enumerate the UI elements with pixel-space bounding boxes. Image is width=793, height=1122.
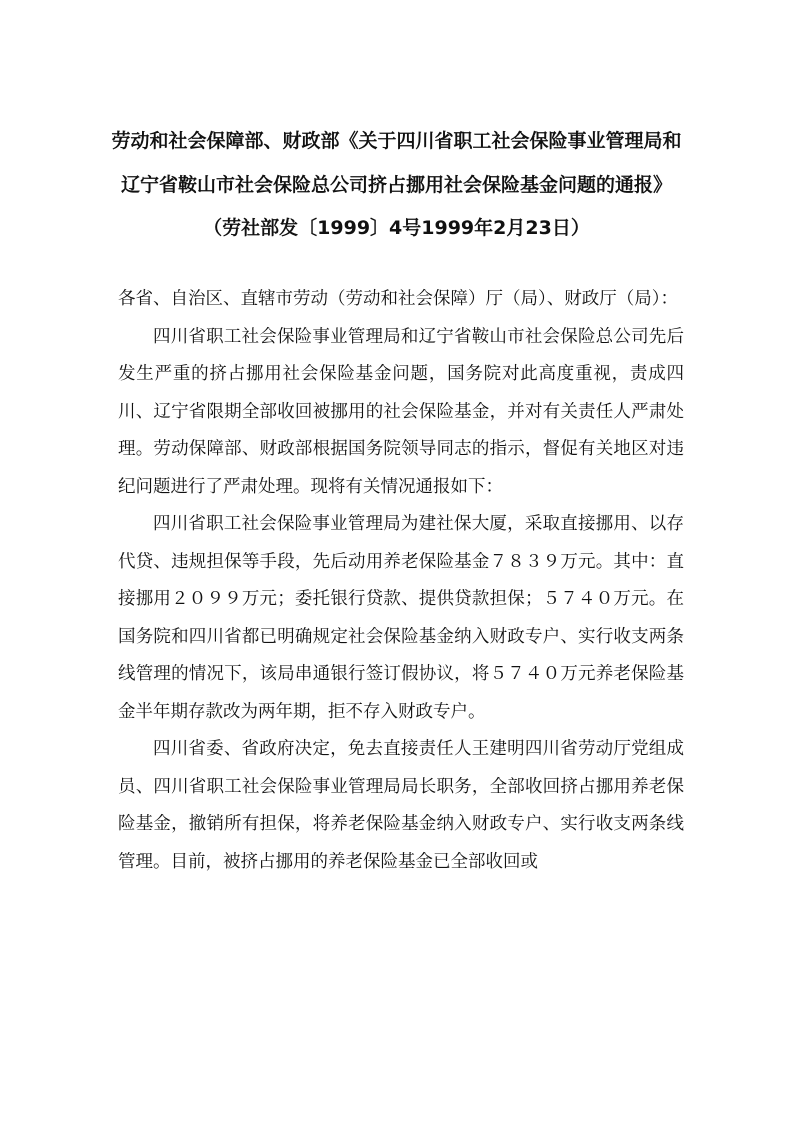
salutation: 各省、自治区、直辖市劳动（劳动和社会保障）厅（局）、财政厅（局）： — [118, 289, 678, 309]
document-title-line-2: 辽宁省鞍山市社会保险总公司挤占挪用社会保险基金问题的通报》 — [120, 174, 672, 196]
document-body — [118, 281, 684, 881]
paragraph: 四川省委、省政府决定，免去直接责任人王建明四川省劳动厅党组成员、四川省职工社会保险事业管理局局长职务，全部收回挤占挪用养老保险基金，撤销所有担保，将养老保险基金纳入财政专户、实行收支两条线管理。目前，被挤占挪用的养老保险基金已全部收回或 — [118, 739, 684, 872]
document-title-line-1: 劳动和社会保障部、财政部《关于四川省职工社会保险事业管理局和 — [111, 130, 682, 152]
paragraph: 四川省职工社会保险事业管理局和辽宁省鞍山市社会保险总公司先后发生严重的挤占挪用社会保险基金问题，国务院对此高度重视，责成四川、辽宁省限期全部收回被挪用的社会保险基金，并对有关责任人严肃处理。劳动保障部、财政部根据国务院领导同志的指示，督促有关地区对违纪问题进行了严肃处理。现将有关情况通报如下： — [118, 326, 684, 497]
document-subtitle: （劳社部发〔1999〕4号1999年2月23日） — [203, 217, 590, 239]
paragraph: 四川省职工社会保险事业管理局为建社保大厦，采取直接挪用、以存代贷、违规担保等手段，先后动用养老保险基金７８３９万元。其中：直接挪用２０９９万元；委托银行贷款、提供贷款担保；５７４０万元。在国务院和四川省都已明确规定社会保险基金纳入财政专户、实行收支两条线管理的情况下，该局串通银行签订假协议，将５７４０万元养老保险基金半年期存款改为两年期，拒不存入财政专户。 — [118, 514, 684, 722]
